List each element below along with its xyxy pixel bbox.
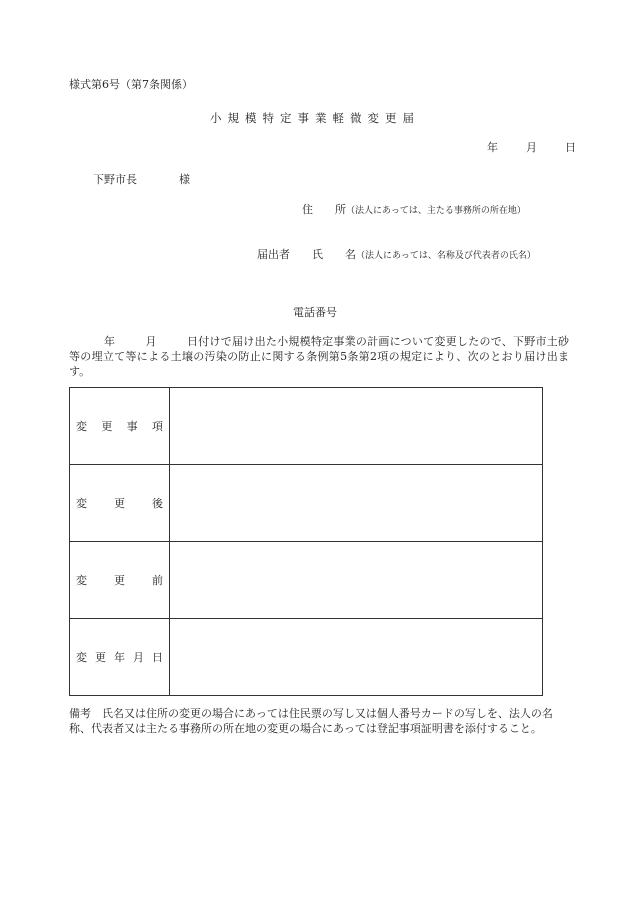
label-char: 変 bbox=[76, 574, 87, 587]
change-date-field[interactable] bbox=[170, 619, 543, 696]
label-char: 更 bbox=[101, 420, 113, 433]
label-char: 変 bbox=[76, 420, 87, 433]
row-label-change-item bbox=[70, 388, 170, 465]
table-row bbox=[70, 465, 543, 542]
row-label-after-change bbox=[70, 465, 170, 542]
label-char: 変 bbox=[76, 497, 87, 510]
label-char: 事 bbox=[126, 420, 138, 433]
phone-label: 電話番号 bbox=[293, 306, 337, 319]
label-char: 更 bbox=[114, 574, 125, 587]
address-note: （法人にあっては、主たる事務所の所在地） bbox=[346, 206, 526, 216]
body-text: 日付けで届け出た小規模特定事業の計画について変更したので、下野市土砂等の埋立て等による土壌の汚染の防止に関する条例第5条第2項の規定により、次のとおり届け出ます。 bbox=[69, 335, 570, 378]
label-char: 月 bbox=[133, 651, 144, 664]
label-char: 変 bbox=[76, 651, 87, 664]
label-char: 更 bbox=[114, 497, 125, 510]
table-row bbox=[70, 542, 543, 619]
remarks-label: 備考 bbox=[69, 707, 91, 720]
name-label: 氏 名 bbox=[312, 248, 356, 261]
body-year-label: 年 bbox=[104, 335, 116, 348]
date-line bbox=[487, 139, 576, 155]
date-year-label: 年 bbox=[487, 141, 498, 154]
body-month-label: 月 bbox=[145, 335, 157, 348]
label-char: 更 bbox=[95, 651, 106, 664]
name-line bbox=[257, 246, 536, 262]
row-label-change-date bbox=[70, 619, 170, 696]
date-day-label: 日 bbox=[565, 141, 576, 154]
after-change-field[interactable] bbox=[170, 465, 543, 542]
addressee-name: 下野市長 bbox=[93, 173, 137, 186]
addressee-honorific: 様 bbox=[179, 173, 190, 186]
remarks-text: 氏名又は住所の変更の場合にあっては住民票の写し又は個人番号カードの写しを、法人の名称、代表者又は主たる事務所の所在地の変更の場合にあっては登記事項証明書を添付すること。 bbox=[69, 707, 553, 735]
applicant-role-label: 届出者 bbox=[257, 248, 290, 261]
row-label-before-change bbox=[70, 542, 170, 619]
remarks bbox=[69, 706, 571, 736]
address-line bbox=[302, 201, 526, 217]
label-char: 日 bbox=[152, 651, 163, 664]
form-number: 様式第6号（第7条関係） bbox=[69, 78, 193, 91]
label-char: 後 bbox=[152, 497, 163, 510]
table-row bbox=[70, 619, 543, 696]
label-char: 項 bbox=[151, 420, 163, 433]
body-paragraph bbox=[69, 334, 569, 379]
change-table bbox=[69, 387, 543, 696]
page-title: 小規模特定事業軽微変更届 bbox=[210, 111, 420, 125]
change-item-field[interactable] bbox=[170, 388, 543, 465]
label-char: 年 bbox=[114, 651, 125, 664]
date-month-label: 月 bbox=[526, 141, 537, 154]
table-row bbox=[70, 388, 543, 465]
address-label: 住 所 bbox=[302, 203, 346, 216]
label-char: 前 bbox=[152, 574, 163, 587]
before-change-field[interactable] bbox=[170, 542, 543, 619]
name-note: （法人にあっては、名称及び代表者の氏名） bbox=[356, 251, 536, 261]
addressee bbox=[93, 171, 190, 187]
